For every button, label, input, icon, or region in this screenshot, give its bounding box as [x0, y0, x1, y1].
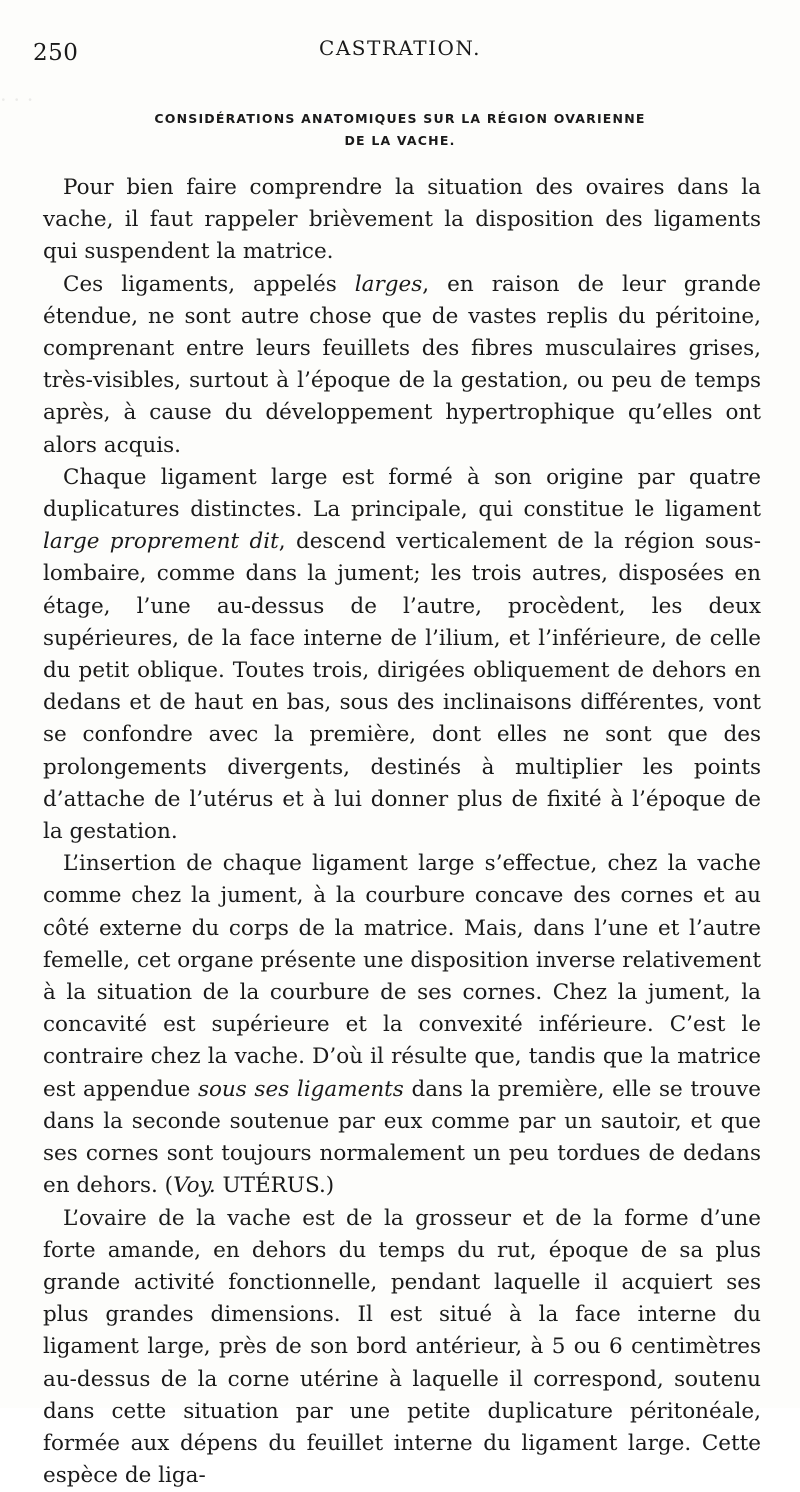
italic-text: Voy. — [173, 1173, 216, 1198]
paragraph-1 — [43, 172, 761, 269]
italic-text: large proprement dit — [43, 529, 279, 554]
text-run: , descend verticalement de la région sous-lombaire, comme dans la jument; les trois autres, disposées en étage, l’une au-dessus de l’autre, procèdent, les deux supérieures, de la face interne de l’ilium, et l’inférieure, de celle du petit oblique. Toutes trois, dirigées obliquement de dehors en dedans et de haut en bas, sous des inclinaisons différentes, vont se confondre avec la première, dont elles ne sont que des prolongements divergents, destinés à multiplier les points d’attache de l’utérus et à lui donner plus de fixité à l’époque de la gestation. — [43, 529, 761, 844]
text-run: Chaque ligament large est formé à son origine par quatre duplicatures distinctes. La principale, qui constitue le ligament — [43, 465, 761, 522]
running-title: CASTRATION. — [0, 36, 800, 60]
italic-text: larges — [355, 272, 423, 297]
text-run: , en raison de leur grande étendue, ne sont autre chose que de vastes replis du péritoine, comprenant entre leurs feuillets des fibres musculaires grises, très-visibles, surtout à l’époque de la gestation, ou peu de temps après, à cause du développement hypertrophique qu’elles ont alors acquis. — [43, 272, 761, 458]
text-run: L’ovaire de la vache est de la grosseur et de la forme d’une forte amande, en dehors du temps du rut, époque de sa plus grande activité fonctionnelle, pendant laquelle il acquiert ses plus grandes dimensions. Il est situé à la face interne du ligament large, près de son bord antérieur, à 5 ou 6 centimètres au-dessus de la corne utérine à laquelle il correspond, soutenu dans cette situation par une petite duplicature péritonéale, formée aux dépens du feuillet interne du ligament large. Cette espèce de liga- — [43, 1206, 761, 1489]
section-heading — [60, 108, 740, 152]
text-run: Pour bien faire comprendre la situation des ovaires dans la vache, il faut rappeler brièvement la disposition des ligaments qui suspendent la matrice. — [43, 175, 761, 264]
show-through-text: · · · — [0, 88, 800, 112]
text-run: Ces ligaments, appelés — [63, 272, 355, 297]
text-run: dans la première, elle se trouve dans la seconde soutenue par eux comme par un sautoir, et que ses cornes sont toujours normalement un peu tordues de dedans en dehors. ( — [43, 1077, 761, 1199]
paragraph-2 — [43, 269, 761, 462]
paragraph-4 — [43, 848, 761, 1202]
text-run: UTÉRUS.) — [216, 1173, 334, 1198]
section-heading-line-2: DE LA VACHE. — [60, 130, 740, 152]
paragraph-5 — [43, 1203, 761, 1492]
body-text — [43, 172, 761, 1492]
page-number: 250 — [33, 40, 78, 66]
text-run: L’insertion de chaque ligament large s’effectue, chez la vache comme chez la jument, à la courbure concave des cornes et au côté externe du corps de la matrice. Mais, dans l’une et l’autre femelle, cet organe présente une disposition inverse relativement à la situation de la courbure de ses cornes. Chez la jument, la concavité est supérieure et la convexité inférieure. C’est le contraire chez la vache. D’où il résulte que, tandis que la matrice est appendue — [43, 851, 761, 1101]
paragraph-3 — [43, 462, 761, 848]
italic-text: sous ses ligaments — [198, 1077, 404, 1102]
section-heading-line-1: CONSIDÉRATIONS ANATOMIQUES SUR LA RÉGION OVARIENNE — [60, 108, 740, 130]
running-head — [0, 34, 800, 70]
